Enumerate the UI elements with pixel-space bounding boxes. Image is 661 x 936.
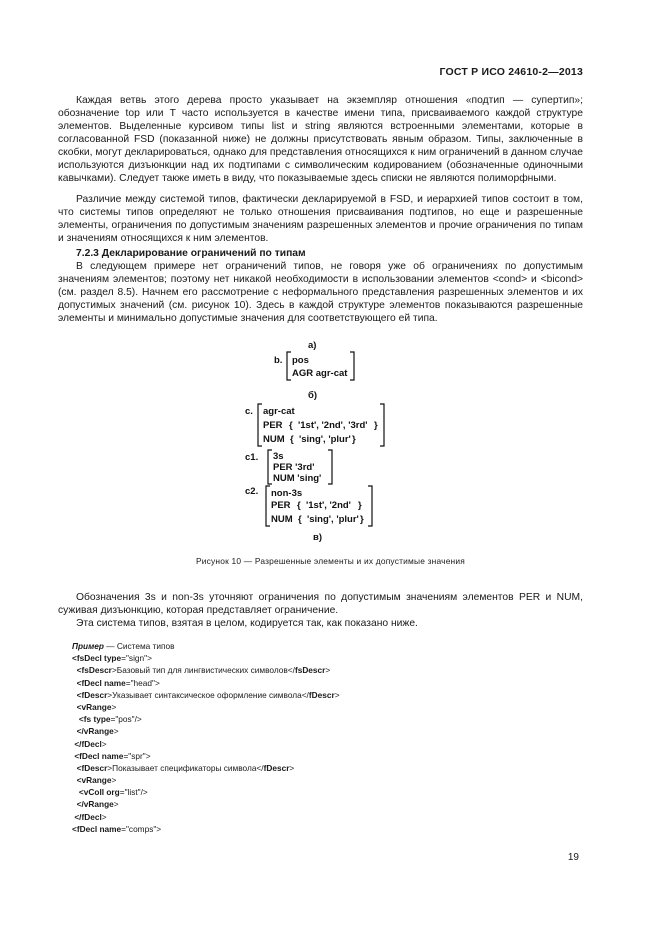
code-tag: </vRange (76, 726, 114, 737)
section-heading: 7.2.3 Декларирование ограничений по типам (76, 248, 306, 259)
code-tag: <vColl org (78, 787, 120, 798)
c-num-brace-close: } (352, 434, 356, 445)
b-bracket-right (350, 352, 354, 380)
code-line (72, 689, 572, 701)
c2-per-brace-close: } (358, 500, 362, 511)
code-line (72, 823, 572, 835)
paragraph-1-text: Каждая ветвь этого дерева просто указывает на экземпляр отношения «подтип — супертип»; обозначение top или T часто используется в качестве имени типа, присваиваемого каждой структуре элементов. Выделенные курсивом типы list и string являются встроенными элементами, которые в согласованной FSD (показанной ниже) не должны присутствовать явным образом. Типы, заключенные в скобки, могут декларироваться, однако для представления относящихся к ним ограничений в данном случае используются дизъюнкции над их подтипами с символическим кодированием (обозначенные одиночными кавычками). Следует также иметь в виду, что показываемые здесь списки не являются полиморфными. (58, 95, 583, 184)
paragraph-5 (58, 617, 583, 630)
code-text: >Базовый тип для лингвистических символов</ (111, 665, 295, 676)
code-line (72, 811, 572, 823)
page-number: 19 (567, 852, 579, 863)
code-tag: <vRange (76, 775, 112, 786)
c-bracket-left (258, 404, 262, 446)
code-text: >Указывает синтаксическое оформление символа</ (107, 689, 309, 700)
example-label: Пример (72, 641, 104, 651)
code-text: > (111, 701, 117, 712)
code-tag: fsDescr (294, 665, 326, 676)
code-text: > (289, 762, 295, 773)
c2-num-brace-open: { (298, 514, 302, 525)
paragraph-1 (58, 94, 583, 185)
code-line (72, 738, 572, 750)
figure-caption: Рисунок 10 — Разрешенные элементы и их допустимые значения (195, 556, 465, 566)
paragraph-4 (58, 591, 583, 617)
code-text: ="pos"/> (110, 714, 142, 725)
b-type: b. (274, 355, 283, 366)
code-text: ="list"/> (119, 787, 148, 798)
code-text: ="spr"> (123, 750, 151, 761)
code-text: > (334, 689, 340, 700)
c1-head: 3s (273, 451, 284, 462)
b-feat-pos: pos (292, 355, 309, 366)
code-tag: <fDecl name (74, 750, 124, 761)
code-line (72, 750, 572, 762)
c2-per-vals: '1st', '2nd' (306, 500, 351, 511)
c2-head: non-3s (271, 488, 303, 499)
code-line (72, 786, 572, 798)
c-num: NUM (263, 434, 285, 445)
c-per-brace-open: { (289, 420, 293, 431)
code-text: >Показывает спецификаторы символа</ (107, 762, 264, 773)
code-text: > (101, 738, 107, 749)
code-text: > (113, 799, 119, 810)
paragraph-3-text: В следующем примере нет ограничений типов, не говоря уже об ограничениях по допустимым значениям элементов; поэтому нет никакой необходимости в использовании элементов <cond> и <bicond> (см. раздел 8.5). Начнем его рассмотрение с неформального представления разрешенных элементов и их допустимых значений (см. рисунок 10). Здесь в каждой структуре элементов показываются разрешенные элементы и минимально допустимые значения для соответствующего ей типа. (58, 261, 583, 324)
code-tag: </fDecl (74, 811, 102, 822)
c2-num-vals: 'sing', 'plur' (307, 514, 359, 525)
code-text: > (325, 665, 331, 676)
c-num-vals: 'sing', 'plur' (299, 434, 351, 445)
code-tag: <fDescr (76, 762, 108, 773)
code-tag: </vRange (76, 799, 114, 810)
code-text: ="sign"> (121, 653, 152, 664)
paragraph-4-text: Обозначения 3s и non-3s уточняют ограничения по допустимым значениям элементов PER и NUM, суживая дизъюнкцию, которая представляет ограничение. (58, 592, 583, 616)
code-text: > (113, 726, 119, 737)
code-line (72, 725, 572, 737)
code-line (72, 798, 572, 810)
c2-per: PER (271, 500, 291, 511)
code-tag: </fDecl (74, 738, 102, 749)
label-a: а) (308, 340, 317, 351)
code-text: ="comps"> (121, 823, 162, 834)
c-per: PER (263, 420, 283, 431)
paragraph-3 (58, 260, 583, 325)
code-example (72, 640, 572, 835)
b-bracket-left (287, 352, 291, 380)
figure-10 (0, 336, 661, 546)
c-type: c. (245, 406, 253, 417)
c2-num: NUM (271, 514, 293, 525)
code-tag: <fsDescr (76, 665, 112, 676)
code-line (72, 652, 572, 664)
paragraph-2-text: Различие между системой типов, фактически декларируемой в FSD, и иерархией типов состоит в том, что системы типов определяют не только отношения присваивания подтипов, но еще и разрешенные элементы, ограничения по допустимым значениям разрешенных элементов и прочие ограничения по типам и значениям относящихся к ним элементов. (58, 194, 583, 244)
code-line (72, 713, 572, 725)
code-line (72, 677, 572, 689)
c2-bracket-left (266, 486, 270, 526)
c1-bracket-right (328, 450, 332, 484)
code-tag: <vRange (76, 701, 112, 712)
c-per-vals: '1st', '2nd', '3rd' (298, 420, 368, 431)
c1-bracket-left (268, 450, 272, 484)
c1-per: PER '3rd' (273, 462, 315, 473)
code-line (72, 701, 572, 713)
code-tag: fDescr (308, 689, 335, 700)
code-text: > (101, 811, 107, 822)
code-example-title (72, 640, 572, 652)
c-head: agr-cat (263, 406, 295, 417)
c-bracket-right (380, 404, 384, 446)
code-tag: <fDescr (76, 689, 108, 700)
code-tag: <fDecl name (76, 677, 126, 688)
paragraph-2 (58, 193, 583, 245)
c2-bracket-right (368, 486, 372, 526)
c2-per-brace-open: { (297, 500, 301, 511)
label-v: в) (313, 532, 323, 543)
label-b: б) (308, 390, 318, 401)
code-text: > (111, 775, 117, 786)
b-feat-agr: AGR agr-cat (292, 368, 348, 379)
code-tag: <fs type (78, 714, 111, 725)
c1-type: c1. (245, 452, 259, 463)
c1-num: NUM 'sing' (273, 473, 322, 484)
c2-num-brace-close: } (360, 514, 364, 525)
standard-header: ГОСТ Р ИСО 24610-2—2013 (439, 66, 583, 78)
example-title: — Система типов (103, 641, 175, 651)
code-line (72, 664, 572, 676)
code-tag: fDescr (263, 762, 290, 773)
c-num-brace-open: { (290, 434, 294, 445)
code-line (72, 762, 572, 774)
code-tag: <fDecl name (72, 823, 122, 834)
feature-structure-diagram (0, 336, 661, 546)
c2-type: c2. (245, 486, 259, 497)
paragraph-5-text: Эта система типов, взятая в целом, кодируется так, как показано ниже. (76, 618, 418, 629)
code-lines (72, 652, 572, 835)
code-tag: <fsDecl type (72, 653, 122, 664)
c-per-brace-close: } (374, 420, 378, 431)
code-line (72, 774, 572, 786)
code-text: ="head"> (125, 677, 160, 688)
